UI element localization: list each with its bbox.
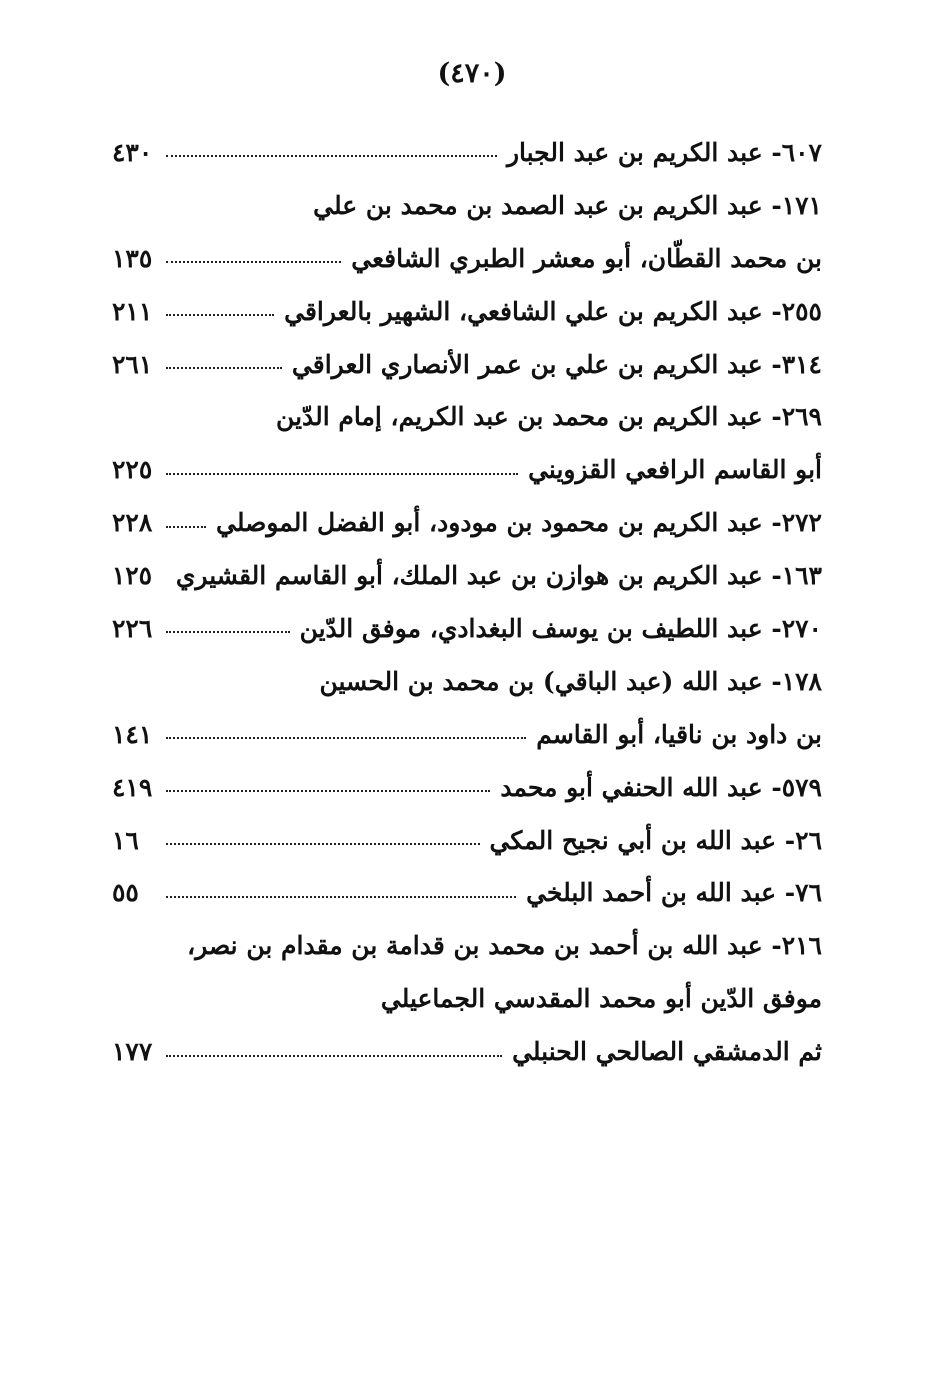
entry-text: ٢٦٩- عبد الكريم بن محمد بن عبد الكريم، إمام الدّين <box>276 402 822 432</box>
entry-text: ثم الدمشقي الصالحي الحنبلي <box>512 1037 822 1067</box>
entry-page: ٢٢٦ <box>112 613 153 643</box>
entry-text: ٢١٦- عبد الله بن أحمد بن محمد بن قدامة بن مقدام بن نصر، <box>187 931 822 961</box>
entry-text: بن داود بن ناقيا، أبو القاسم <box>536 719 822 749</box>
index-entry <box>112 708 822 761</box>
entry-text: ١٧١- عبد الكريم بن عبد الصمد بن محمد بن علي <box>313 190 822 220</box>
entry-text: أبو القاسم الرافعي القزويني <box>528 455 822 485</box>
leader-dots <box>166 367 282 369</box>
entry-page: ٢٢٨ <box>112 508 153 538</box>
page-number: (٤٧٠) <box>437 58 507 89</box>
index-entry <box>112 126 822 179</box>
entry-page: ١٣٥ <box>112 243 153 273</box>
index-entry <box>112 866 822 919</box>
leader-dots <box>166 261 341 263</box>
index-entry <box>112 1025 822 1078</box>
entry-page: ٤٣٠ <box>112 137 153 167</box>
leader-dots <box>166 1055 502 1057</box>
entry-text: موفق الدّين أبو محمد المقدسي الجماعيلي <box>380 984 822 1014</box>
entry-page: ٢١١ <box>112 296 153 326</box>
leader-dots <box>166 155 497 157</box>
entry-text: ٢٦- عبد الله بن أبي نجيح المكي <box>489 825 822 855</box>
entry-page: ٤١٩ <box>112 772 153 802</box>
entry-text: بن محمد القطّان، أبو معشر الطبري الشافعي <box>351 243 822 273</box>
index-entry <box>112 602 822 655</box>
leader-dots <box>166 631 290 633</box>
leader-dots <box>166 314 274 316</box>
index-entry <box>112 232 822 285</box>
index-list <box>112 126 822 1078</box>
entry-page: ٢٢٥ <box>112 455 153 485</box>
entry-page: ١٧٧ <box>112 1037 153 1067</box>
entry-text: ٢٥٥- عبد الكريم بن علي الشافعي، الشهير بالعراقي <box>284 296 822 326</box>
index-entry <box>112 285 822 338</box>
entry-text: ٧٦- عبد الله بن أحمد البلخي <box>526 878 822 908</box>
index-entry <box>112 919 822 972</box>
index-entry <box>112 814 822 867</box>
entry-text: ٢٧٢- عبد الكريم بن محمود بن مودود، أبو الفضل الموصلي <box>216 508 822 538</box>
index-entry <box>112 338 822 391</box>
index-entry <box>112 496 822 549</box>
entry-page: ٥٥ <box>112 878 139 908</box>
leader-dots <box>166 896 516 898</box>
entry-page: ١٤١ <box>112 719 153 749</box>
leader-dots <box>166 526 206 528</box>
entry-page: ٢٦١ <box>112 349 153 379</box>
entry-text: ٢٧٠- عبد اللطيف بن يوسف البغدادي، موفق الدّين <box>299 613 822 643</box>
index-entry <box>112 390 822 443</box>
index-entry <box>112 179 822 232</box>
index-entry <box>112 443 822 496</box>
entry-text: ٥٧٩- عبد الله الحنفي أبو محمد <box>500 772 822 802</box>
leader-dots <box>166 737 526 739</box>
leader-dots <box>166 473 518 475</box>
entry-text: ٦٠٧- عبد الكريم بن عبد الجبار <box>506 137 822 167</box>
entry-page: ١٦ <box>112 825 139 855</box>
index-entry <box>112 761 822 814</box>
index-entry <box>112 549 822 602</box>
entry-text: ١٦٣- عبد الكريم بن هوازن بن عبد الملك، أبو القاسم القشيري <box>175 561 822 591</box>
leader-dots <box>166 843 480 845</box>
entry-text: ١٧٨- عبد الله (عبد الباقي) بن محمد بن الحسين <box>319 666 822 696</box>
entry-page: ١٢٥ <box>111 561 153 591</box>
leader-dots <box>166 790 490 792</box>
index-entry <box>112 655 822 708</box>
index-entry <box>112 972 822 1025</box>
entry-text: ٣١٤- عبد الكريم بن علي بن عمر الأنصاري العراقي <box>291 349 822 379</box>
